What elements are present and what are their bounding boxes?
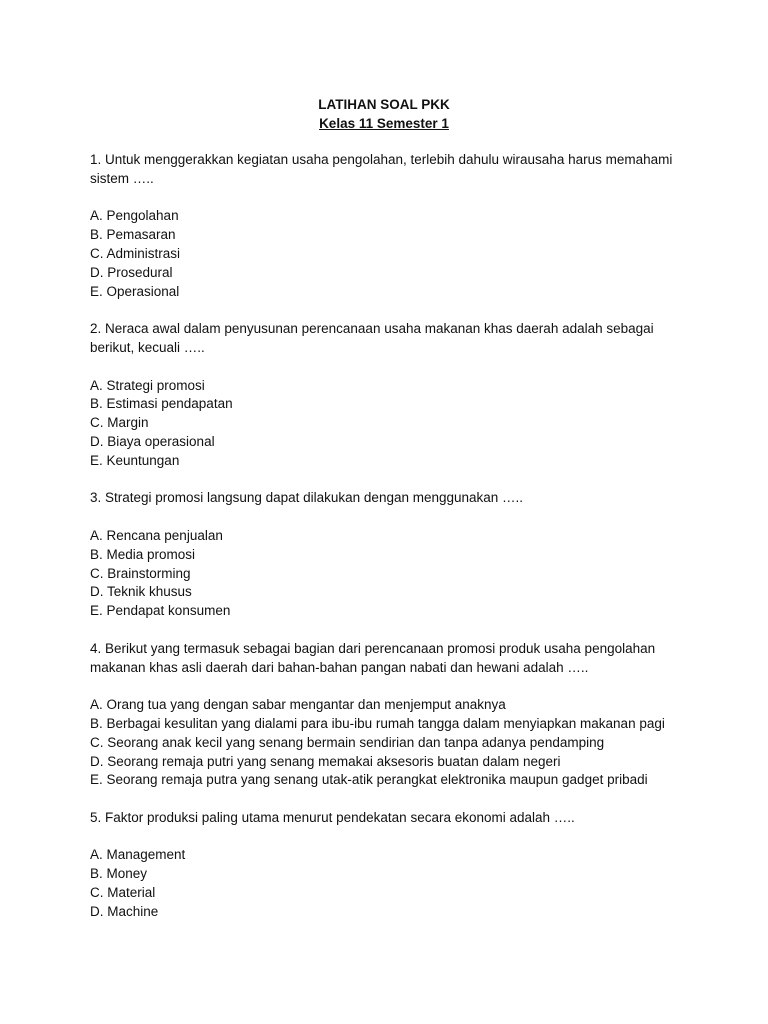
option-item: C. Seorang anak kecil yang senang bermain sendirian dan tanpa adanya pendamping (90, 734, 605, 750)
option-item: E. Operasional (90, 283, 180, 299)
option-item: E. Pendapat konsumen (90, 603, 231, 619)
document-subtitle: Kelas 11 Semester 1 (319, 116, 449, 131)
option-item: D. Prosedural (90, 264, 173, 280)
option-item: A. Orang tua yang dengan sabar mengantar dan menjemput anaknya (90, 697, 506, 713)
option-list (90, 696, 690, 790)
question-list (90, 151, 690, 940)
option-item: A. Strategi promosi (90, 377, 205, 393)
question-block (90, 809, 690, 922)
question-block (90, 640, 690, 790)
question-text: 4. Berikut yang termasuk sebagai bagian dari perencanaan promosi produk usaha pengolahan makanan khas asli daerah dari bahan-bahan pangan nabati dan hewani adalah ….. (90, 640, 656, 675)
question-text: 5. Faktor produksi paling utama menurut pendekatan secara ekonomi adalah ….. (90, 809, 575, 825)
option-item: C. Material (90, 885, 156, 901)
question-text: 2. Neraca awal dalam penyusunan perencanaan usaha makanan khas daerah adalah sebagai berikut, kecuali ….. (90, 321, 654, 355)
option-list (90, 207, 690, 301)
option-item: E. Keuntungan (90, 452, 180, 468)
option-item: A. Management (90, 847, 186, 863)
option-item: C. Margin (90, 415, 149, 431)
option-list (90, 377, 690, 471)
document-header (0, 95, 768, 133)
option-item: B. Pemasaran (90, 227, 176, 243)
option-item: B. Money (90, 866, 148, 882)
option-item: A. Pengolahan (90, 208, 179, 224)
question-text: 1. Untuk menggerakkan kegiatan usaha pengolahan, terlebih dahulu wirausaha harus memahami sistem ….. (90, 152, 673, 186)
option-item: B. Estimasi pendapatan (90, 396, 233, 412)
question-block (90, 489, 690, 621)
question-block (90, 151, 690, 301)
option-item: E. Seorang remaja putra yang senang utak-atik perangkat elektronika maupun gadget pribadi (90, 772, 648, 788)
option-item: B. Media promosi (90, 546, 196, 562)
option-item: C. Brainstorming (90, 565, 191, 581)
option-item: A. Rencana penjualan (90, 527, 223, 543)
option-list (90, 846, 690, 921)
option-item: D. Teknik khusus (90, 584, 192, 600)
option-item: C. Administrasi (90, 245, 181, 261)
question-block (90, 320, 690, 470)
option-list (90, 527, 690, 621)
option-item: D. Machine (90, 903, 159, 919)
option-item: B. Berbagai kesulitan yang dialami para ibu-ibu rumah tangga dalam menyiapkan makanan pagi (90, 715, 665, 731)
document-title: LATIHAN SOAL PKK (318, 97, 450, 112)
question-text: 3. Strategi promosi langsung dapat dilakukan dengan menggunakan ….. (90, 490, 524, 506)
option-item: D. Biaya operasional (90, 433, 215, 449)
option-item: D. Seorang remaja putri yang senang memakai aksesoris buatan dalam negeri (90, 753, 561, 769)
